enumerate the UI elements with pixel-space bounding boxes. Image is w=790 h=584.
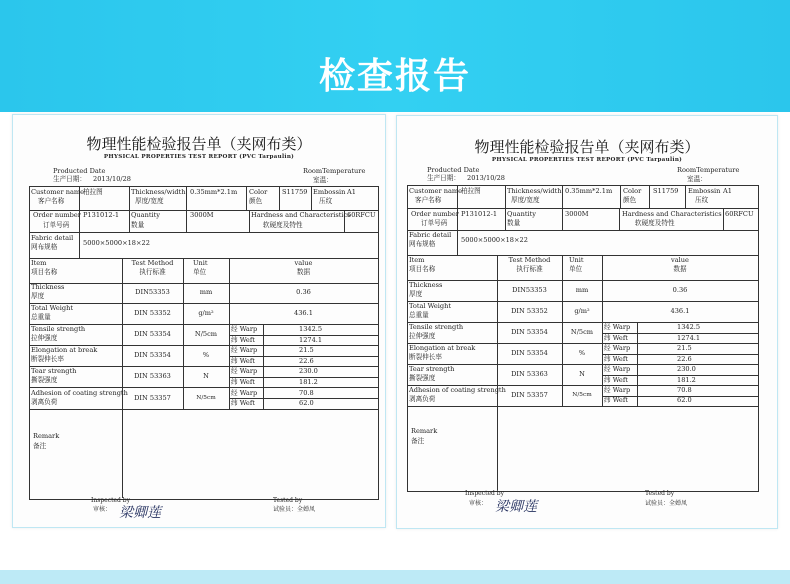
- split-row-item-cn: 剥离负荷: [31, 398, 58, 406]
- order-value: P131012-1: [83, 211, 120, 219]
- produced-date-cn: 生产日期：: [53, 175, 86, 183]
- order-label-cn: 订单号码: [421, 219, 448, 227]
- warp-label: 经 Warp: [231, 367, 258, 375]
- split-row-item-cn: 拉伸强度: [31, 334, 58, 342]
- fabric-label-cn: 网布规格: [409, 240, 436, 248]
- split-row-method: DIN 53354: [511, 328, 548, 336]
- color-label-cn: 颜色: [249, 197, 263, 205]
- thickness-width-label-cn: 厚度/宽度: [511, 196, 540, 204]
- report-title: 物理性能检验报告单（夹网布类）: [86, 135, 312, 153]
- warp-label: 经 Warp: [231, 346, 258, 354]
- quantity-value: 3000M: [565, 210, 589, 218]
- produced-date-value: 2013/10/28: [467, 174, 506, 182]
- warp-value: 21.5: [299, 346, 314, 354]
- row-value: 0.36: [672, 286, 688, 294]
- warp-value: 1342.5: [299, 325, 323, 333]
- split-row-item-cn: 撕裂强度: [31, 376, 58, 384]
- thickness-width-value: 0.35mm*2.1m: [190, 188, 238, 196]
- row-item-en: Total Weight: [409, 302, 452, 310]
- weft-label: 纬 Weft: [604, 376, 628, 384]
- row-unit: mm: [199, 288, 213, 296]
- emboss-label-cn: 压纹: [695, 196, 709, 204]
- produced-date-en: Producted Date: [427, 166, 480, 174]
- split-row-item-en: Elongation at break: [409, 344, 476, 352]
- split-row-method: DIN 53363: [511, 370, 548, 378]
- color-label-en: Color: [249, 188, 268, 196]
- customer-label-en: Customer name: [31, 188, 85, 196]
- header-item-en: Item: [409, 256, 425, 264]
- split-row-item-cn: 断裂伸长率: [409, 353, 442, 361]
- header-value-cn: 数据: [673, 265, 687, 273]
- emboss-label-en: Embossin: [313, 188, 346, 196]
- header-method-cn: 执行标准: [139, 268, 166, 276]
- produced-date-value: 2013/10/28: [93, 175, 132, 183]
- quantity-label-en: Quantity: [507, 210, 536, 218]
- row-item-en: Thickness: [409, 281, 443, 289]
- weft-label: 纬 Weft: [231, 399, 255, 407]
- hardness-label-en: Hardness and Characteristics: [622, 210, 722, 218]
- thickness-width-label-en: Thickness/width: [131, 188, 186, 196]
- report-title: 物理性能检验报告单（夹网布类）: [474, 138, 700, 156]
- warp-value: 70.8: [677, 386, 692, 394]
- header-item-cn: 项目名称: [409, 265, 436, 273]
- weft-label: 纬 Weft: [231, 336, 255, 344]
- warp-value: 70.8: [299, 389, 314, 397]
- emboss-value: A1: [723, 187, 732, 195]
- customer-value: 柏拉图: [83, 188, 103, 196]
- bottom-band: [0, 570, 790, 584]
- split-row-item-en: Elongation at break: [31, 346, 98, 354]
- color-value: S11759: [653, 187, 679, 195]
- warp-value: 21.5: [677, 344, 692, 352]
- split-row-unit: N/5cm: [196, 395, 216, 401]
- warp-value: 230.0: [677, 365, 696, 373]
- banner-title: 检查报告: [318, 56, 471, 97]
- row-unit: mm: [575, 286, 589, 294]
- thickness-width-label-en: Thickness/width: [507, 187, 562, 195]
- inspected-by-en: Inspected by: [465, 490, 505, 497]
- split-row-unit: N/5cm: [194, 330, 218, 338]
- row-value: 0.36: [296, 288, 311, 296]
- remark-label-cn: 备注: [33, 442, 47, 450]
- inspector-signature: 梁卿莲: [495, 499, 537, 515]
- header-method-cn: 执行标准: [516, 265, 543, 273]
- inspected-by-cn: 审核：: [469, 500, 488, 507]
- weft-label: 纬 Weft: [231, 378, 255, 386]
- room-temp-en: RoomTemperature: [303, 167, 366, 175]
- customer-value: 柏拉图: [461, 187, 481, 195]
- warp-label: 经 Warp: [231, 325, 258, 333]
- order-label-en: Order number: [33, 211, 81, 219]
- report-table: [407, 185, 759, 492]
- quantity-value: 3000M: [190, 211, 214, 219]
- warp-value: 230.0: [299, 367, 318, 375]
- report-subtitle: PHYSICAL PROPERTIES TEST REPORT (PVC Tarpaulin): [491, 157, 683, 163]
- quantity-label-cn: 数量: [131, 221, 145, 229]
- tested-by-en: Tested by: [645, 490, 675, 497]
- split-row-item-en: Tensile strength: [31, 325, 86, 333]
- customer-label-cn: 客户名称: [38, 197, 65, 205]
- split-row-method: DIN 53357: [511, 391, 548, 399]
- header-unit-cn: 单位: [193, 268, 207, 276]
- row-value: 436.1: [670, 307, 690, 315]
- row-item-cn: 厚度: [409, 290, 423, 298]
- color-label-cn: 颜色: [623, 196, 637, 204]
- warp-label: 经 Warp: [604, 323, 631, 331]
- split-row-unit: N: [203, 372, 209, 380]
- header-value-cn: 数据: [296, 268, 311, 276]
- weft-value: 62.0: [677, 396, 692, 404]
- warp-label: 经 Warp: [604, 365, 631, 373]
- row-item-cn: 厚度: [31, 292, 45, 300]
- thickness-width-label-cn: 厚度/宽度: [135, 197, 164, 205]
- order-label-cn: 订单号码: [43, 221, 70, 229]
- row-method: DIN 53352: [134, 309, 171, 317]
- split-row-unit: N/5cm: [570, 328, 594, 336]
- row-value: 436.1: [294, 309, 313, 317]
- hardness-value: 60RFCU: [725, 210, 754, 218]
- tested-by-cn: 试验员：全婵凤: [273, 506, 316, 513]
- split-row-item-cn: 拉伸强度: [409, 332, 436, 340]
- hardness-label-cn: 软硬度及特性: [263, 221, 303, 229]
- row-item-en: Thickness: [31, 283, 65, 291]
- fabric-label-en: Fabric detail: [409, 231, 452, 239]
- weft-value: 1274.1: [677, 334, 701, 342]
- split-row-unit: %: [578, 349, 586, 357]
- weft-value: 22.6: [677, 355, 692, 363]
- split-row-item-en: Adhesion of coating strength: [409, 386, 506, 394]
- weft-value: 62.0: [299, 399, 314, 407]
- emboss-value: A1: [347, 188, 356, 196]
- remark-label-en: Remark: [33, 432, 60, 440]
- fabric-label-cn: 网布规格: [31, 243, 58, 251]
- hardness-label-cn: 软硬度及特性: [635, 219, 675, 227]
- split-row-method: DIN 53354: [134, 351, 171, 359]
- report-subtitle: PHYSICAL PROPERTIES TEST REPORT (PVC Tarpaulin): [103, 154, 295, 160]
- split-row-unit: N: [579, 370, 585, 378]
- quantity-label-cn: 数量: [507, 219, 521, 227]
- header-value-en: value: [294, 259, 313, 267]
- header-method-en: Test Method: [508, 256, 551, 264]
- tested-by-cn: 试验员：全婵凤: [645, 500, 688, 507]
- row-unit: g/m²: [574, 307, 590, 315]
- order-label-en: Order number: [411, 210, 459, 218]
- row-unit: g/m²: [198, 309, 214, 317]
- emboss-label-cn: 压纹: [319, 197, 333, 205]
- warp-label: 经 Warp: [231, 389, 258, 397]
- split-row-item-en: Adhesion of coating strength: [31, 389, 128, 397]
- order-value: P131012-1: [461, 210, 498, 218]
- fabric-value: 5000×5000×18×22: [83, 239, 150, 247]
- color-label-en: Color: [623, 187, 642, 195]
- customer-label-en: Customer name: [409, 187, 463, 195]
- warp-label: 经 Warp: [604, 344, 631, 352]
- inspector-signature: 梁卿莲: [119, 505, 161, 521]
- report-table: [29, 186, 379, 500]
- split-row-method: DIN 53363: [134, 372, 171, 380]
- split-row-item-en: Tensile strength: [409, 323, 464, 331]
- header-item-cn: 项目名称: [31, 268, 58, 276]
- split-row-item-en: Tear strength: [409, 365, 455, 373]
- customer-label-cn: 客户名称: [415, 196, 442, 204]
- row-item-en: Total Weight: [31, 304, 74, 312]
- header-unit-cn: 单位: [569, 265, 583, 273]
- row-method: DIN 53352: [511, 307, 548, 315]
- report-sheet-left: [12, 114, 386, 528]
- weft-value: 1274.1: [299, 336, 323, 344]
- row-item-cn: 总重量: [31, 313, 51, 321]
- header-method-en: Test Method: [131, 259, 174, 267]
- header-unit-en: Unit: [569, 256, 584, 264]
- split-row-item-cn: 撕裂强度: [409, 374, 436, 382]
- remark-label-en: Remark: [411, 427, 438, 435]
- remark-label-cn: 备注: [411, 437, 425, 445]
- inspected-by-en: Inspected by: [91, 497, 131, 504]
- split-row-item-cn: 剥离负荷: [409, 395, 436, 403]
- produced-date-cn: 生产日期：: [427, 174, 460, 182]
- split-row-unit: %: [202, 351, 210, 359]
- split-row-method: DIN 53354: [134, 330, 171, 338]
- hardness-label-en: Hardness and Characteristics: [251, 211, 351, 219]
- split-row-method: DIN 53357: [134, 394, 171, 402]
- row-method: DIN53353: [512, 286, 547, 294]
- header-unit-en: Unit: [193, 259, 208, 267]
- fabric-label-en: Fabric detail: [31, 234, 74, 242]
- quantity-label-en: Quantity: [131, 211, 160, 219]
- thickness-width-value: 0.35mm*2.1m: [565, 187, 613, 195]
- room-temp-cn: 室温：: [687, 175, 707, 183]
- color-value: S11759: [282, 188, 308, 196]
- weft-label: 纬 Weft: [604, 396, 628, 404]
- row-item-cn: 总重量: [409, 311, 429, 319]
- room-temp-en: RoomTemperature: [677, 166, 740, 174]
- report-sheet-right: [396, 115, 778, 529]
- room-temp-cn: 室温：: [313, 176, 333, 184]
- tested-by-en: Tested by: [273, 497, 303, 504]
- split-row-item-en: Tear strength: [31, 367, 77, 375]
- weft-label: 纬 Weft: [231, 357, 255, 365]
- split-row-unit: N/5cm: [572, 392, 592, 398]
- weft-value: 181.2: [677, 376, 696, 384]
- inspected-by-cn: 审核：: [93, 506, 112, 513]
- weft-value: 22.6: [299, 357, 314, 365]
- split-row-method: DIN 53354: [511, 349, 548, 357]
- emboss-label-en: Embossin: [688, 187, 721, 195]
- split-row-item-cn: 断裂伸长率: [31, 355, 64, 363]
- header-item-en: Item: [31, 259, 47, 267]
- warp-label: 经 Warp: [604, 386, 631, 394]
- header-value-en: value: [671, 256, 689, 264]
- row-method: DIN53353: [135, 288, 170, 296]
- hardness-value: 60RFCU: [347, 211, 376, 219]
- weft-label: 纬 Weft: [604, 334, 628, 342]
- produced-date-en: Producted Date: [53, 167, 106, 175]
- fabric-value: 5000×5000×18×22: [461, 236, 528, 244]
- weft-value: 181.2: [299, 378, 318, 386]
- warp-value: 1342.5: [677, 323, 701, 331]
- weft-label: 纬 Weft: [604, 355, 628, 363]
